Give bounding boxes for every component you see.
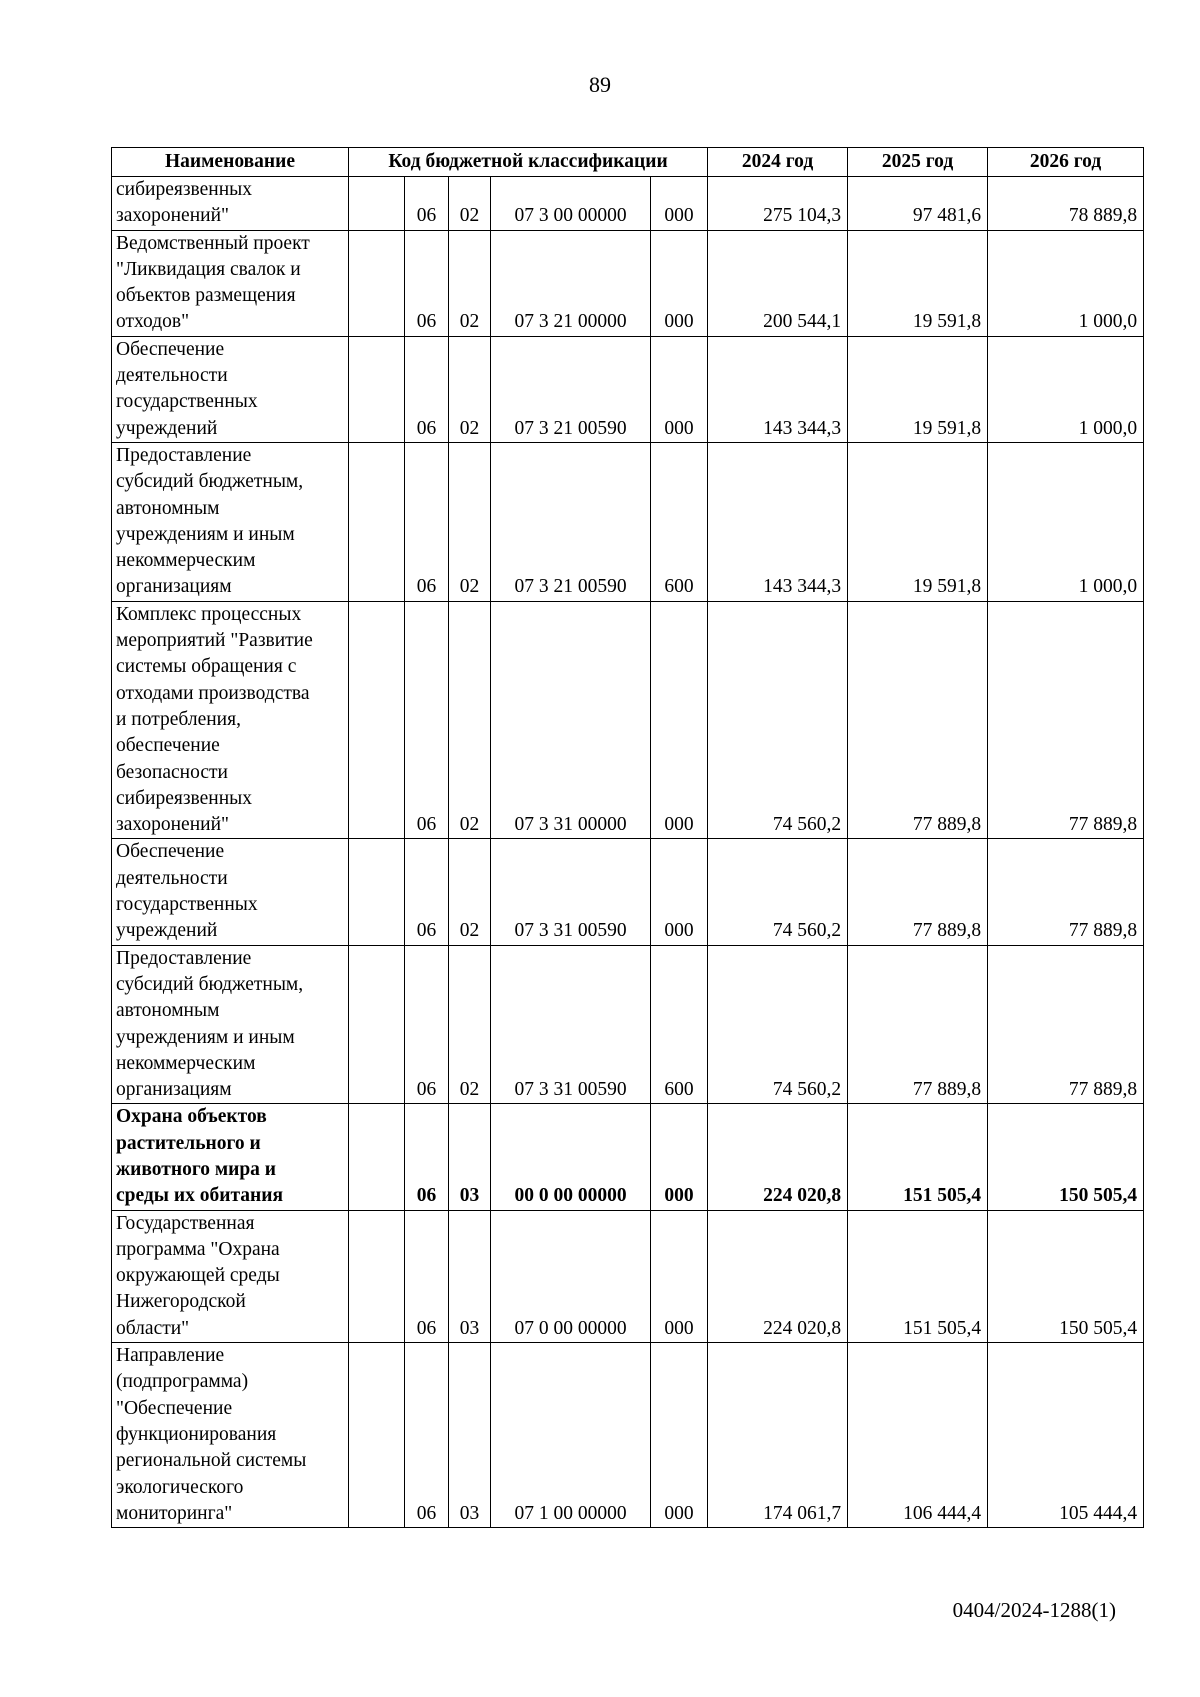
cell-expense-type: 000 (651, 839, 708, 945)
cell-subsection: 02 (449, 442, 491, 601)
budget-table (111, 147, 1144, 1528)
cell-expense-type: 000 (651, 230, 708, 336)
cell-2025: 19 591,8 (848, 230, 988, 336)
cell-2024: 143 344,3 (708, 336, 848, 442)
cell-target-article: 07 3 21 00590 (491, 442, 651, 601)
cell-section: 06 (405, 336, 449, 442)
cell-2026: 1 000,0 (988, 442, 1144, 601)
cell-2025: 77 889,8 (848, 839, 988, 945)
cell-2026: 77 889,8 (988, 839, 1144, 945)
cell-target-article: 07 0 00 00000 (491, 1210, 651, 1342)
cell-section: 06 (405, 945, 449, 1104)
table-row (112, 1343, 1144, 1528)
header-code: Код бюджетной классификации (349, 148, 708, 177)
cell-section: 06 (405, 1343, 449, 1528)
cell-section: 06 (405, 1104, 449, 1210)
cell-name: Обеспечение деятельности государственных учреждений (112, 336, 349, 442)
cell-2026: 1 000,0 (988, 230, 1144, 336)
cell-2025: 77 889,8 (848, 601, 988, 839)
cell-section: 06 (405, 1210, 449, 1342)
cell-name: сибиреязвенных захоронений" (112, 177, 349, 231)
table-header-row (112, 148, 1144, 177)
cell-expense-type: 000 (651, 601, 708, 839)
cell-2026: 78 889,8 (988, 177, 1144, 231)
cell-2026: 77 889,8 (988, 601, 1144, 839)
cell-code-blank (349, 442, 405, 601)
cell-2025: 151 505,4 (848, 1104, 988, 1210)
cell-2024: 74 560,2 (708, 601, 848, 839)
cell-code-blank (349, 1210, 405, 1342)
cell-name: Ведомственный проект "Ликвидация свалок и объектов размещения отходов" (112, 230, 349, 336)
table-row (112, 1210, 1144, 1342)
cell-2024: 224 020,8 (708, 1210, 848, 1342)
cell-target-article: 07 3 00 00000 (491, 177, 651, 231)
cell-2024: 74 560,2 (708, 839, 848, 945)
cell-expense-type: 600 (651, 945, 708, 1104)
table-row (112, 230, 1144, 336)
header-name: Наименование (112, 148, 349, 177)
cell-expense-type: 000 (651, 1210, 708, 1342)
table-row (112, 1104, 1144, 1210)
cell-name: Комплекс процессных мероприятий "Развитие системы обращения с отходами производства и потребления, обеспечение безопасности сибиреязвенных захоронений" (112, 601, 349, 839)
table-row (112, 177, 1144, 231)
cell-2026: 1 000,0 (988, 336, 1144, 442)
cell-code-blank (349, 177, 405, 231)
cell-expense-type: 000 (651, 336, 708, 442)
cell-subsection: 02 (449, 945, 491, 1104)
cell-subsection: 02 (449, 336, 491, 442)
cell-2024: 143 344,3 (708, 442, 848, 601)
cell-section: 06 (405, 177, 449, 231)
header-2024: 2024 год (708, 148, 848, 177)
cell-code-blank (349, 336, 405, 442)
cell-code-blank (349, 1343, 405, 1528)
table-row (112, 336, 1144, 442)
budget-table-wrapper (111, 147, 1144, 1528)
table-row (112, 601, 1144, 839)
cell-target-article: 07 3 31 00590 (491, 945, 651, 1104)
cell-2025: 77 889,8 (848, 945, 988, 1104)
table-body (112, 177, 1144, 1528)
header-2025: 2025 год (848, 148, 988, 177)
table-row (112, 442, 1144, 601)
cell-2024: 200 544,1 (708, 230, 848, 336)
cell-name: Охрана объектов растительного и животного мира и среды их обитания (112, 1104, 349, 1210)
cell-2026: 105 444,4 (988, 1343, 1144, 1528)
header-2026: 2026 год (988, 148, 1144, 177)
cell-section: 06 (405, 839, 449, 945)
cell-2026: 150 505,4 (988, 1104, 1144, 1210)
page-number: 89 (589, 72, 611, 97)
cell-name: Предоставление субсидий бюджетным, автономным учреждениям и иным некоммерческим организациям (112, 945, 349, 1104)
cell-subsection: 03 (449, 1343, 491, 1528)
cell-2026: 150 505,4 (988, 1210, 1144, 1342)
document-code: 0404/2024-1288(1) (952, 1598, 1116, 1622)
table-row (112, 839, 1144, 945)
cell-target-article: 07 3 31 00000 (491, 601, 651, 839)
cell-2025: 97 481,6 (848, 177, 988, 231)
table-row (112, 945, 1144, 1104)
cell-2024: 174 061,7 (708, 1343, 848, 1528)
cell-2024: 275 104,3 (708, 177, 848, 231)
cell-2024: 224 020,8 (708, 1104, 848, 1210)
cell-target-article: 07 3 21 00590 (491, 336, 651, 442)
cell-subsection: 03 (449, 1210, 491, 1342)
cell-2025: 19 591,8 (848, 336, 988, 442)
cell-target-article: 07 3 21 00000 (491, 230, 651, 336)
cell-section: 06 (405, 601, 449, 839)
cell-target-article: 07 1 00 00000 (491, 1343, 651, 1528)
cell-name: Обеспечение деятельности государственных учреждений (112, 839, 349, 945)
cell-subsection: 02 (449, 839, 491, 945)
cell-2025: 106 444,4 (848, 1343, 988, 1528)
cell-target-article: 07 3 31 00590 (491, 839, 651, 945)
cell-section: 06 (405, 230, 449, 336)
cell-subsection: 02 (449, 601, 491, 839)
cell-code-blank (349, 230, 405, 336)
cell-expense-type: 000 (651, 1343, 708, 1528)
cell-name: Предоставление субсидий бюджетным, автономным учреждениям и иным некоммерческим организациям (112, 442, 349, 601)
cell-code-blank (349, 945, 405, 1104)
cell-2025: 151 505,4 (848, 1210, 988, 1342)
cell-2025: 19 591,8 (848, 442, 988, 601)
cell-code-blank (349, 839, 405, 945)
cell-subsection: 02 (449, 230, 491, 336)
cell-subsection: 02 (449, 177, 491, 231)
cell-name: Направление (подпрограмма) "Обеспечение функционирования региональной системы экологического мониторинга" (112, 1343, 349, 1528)
cell-2024: 74 560,2 (708, 945, 848, 1104)
cell-expense-type: 600 (651, 442, 708, 601)
cell-2026: 77 889,8 (988, 945, 1144, 1104)
cell-code-blank (349, 601, 405, 839)
cell-expense-type: 000 (651, 1104, 708, 1210)
cell-expense-type: 000 (651, 177, 708, 231)
cell-section: 06 (405, 442, 449, 601)
cell-code-blank (349, 1104, 405, 1210)
cell-target-article: 00 0 00 00000 (491, 1104, 651, 1210)
cell-subsection: 03 (449, 1104, 491, 1210)
cell-name: Государственная программа "Охрана окружающей среды Нижегородской области" (112, 1210, 349, 1342)
